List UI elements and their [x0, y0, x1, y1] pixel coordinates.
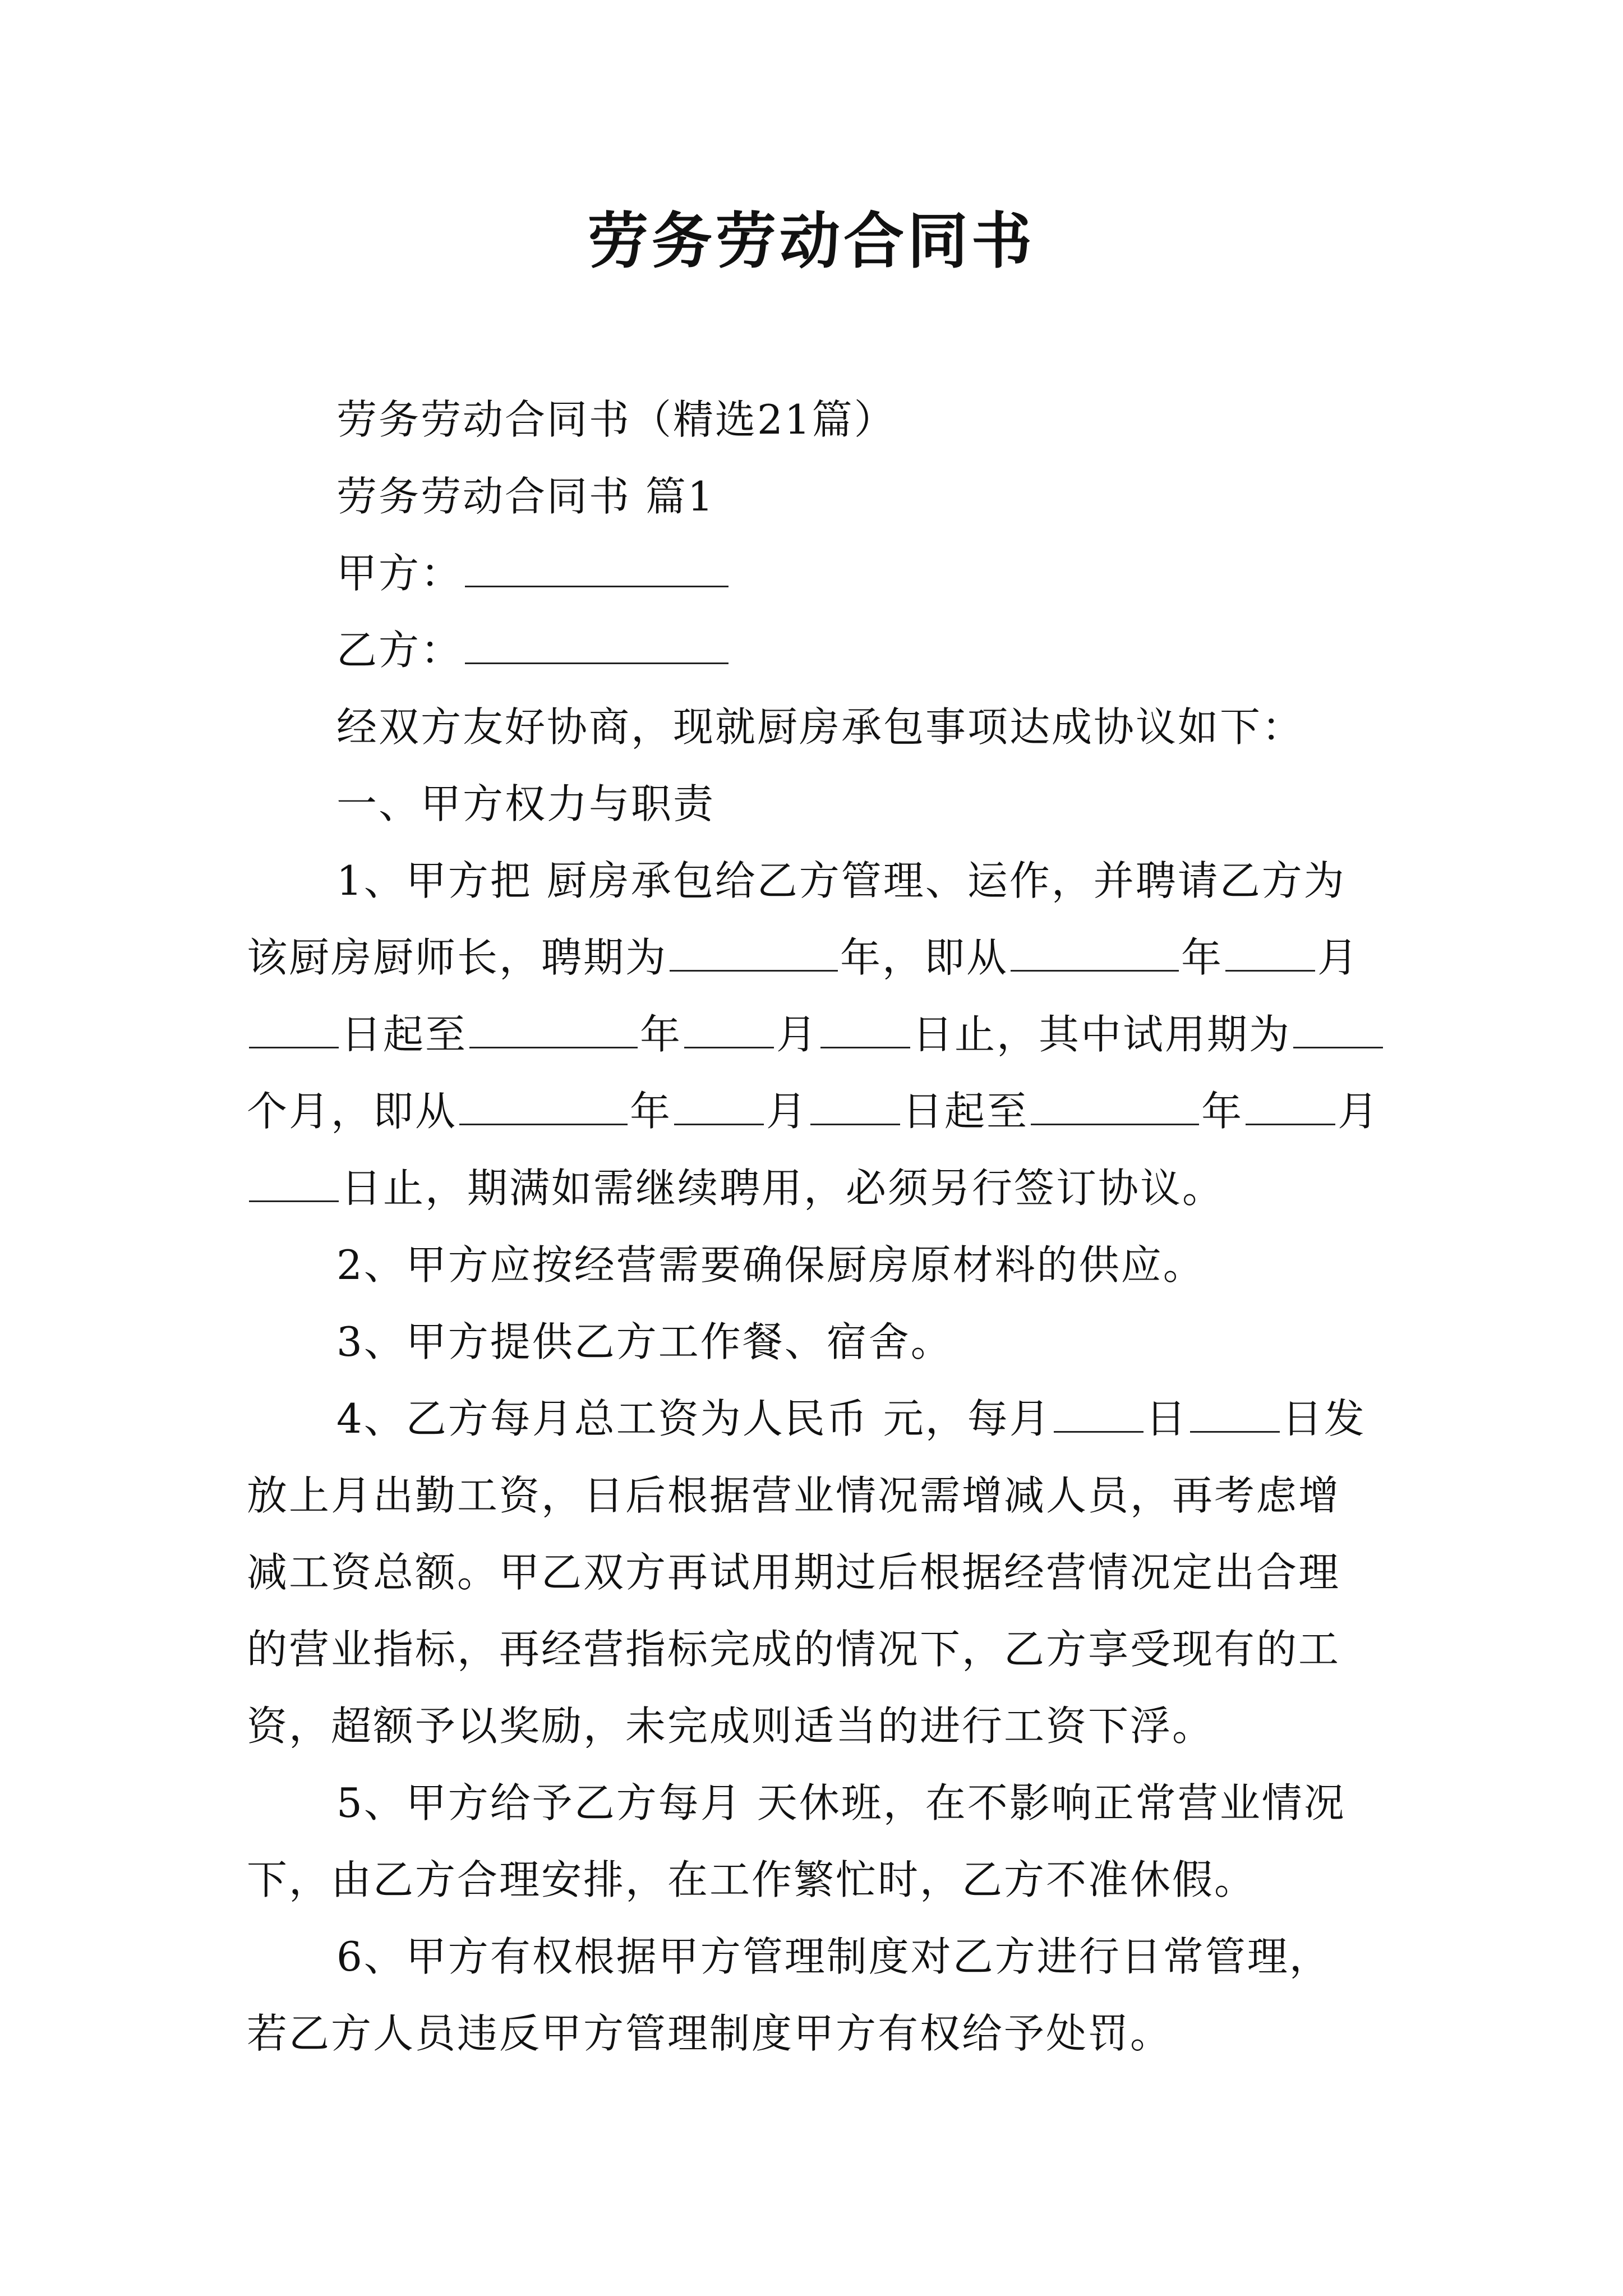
blank-field — [1190, 1392, 1280, 1433]
blank-field — [820, 1007, 910, 1048]
party-b-line — [247, 612, 1385, 689]
document-subtitle: 劳务劳动合同书（精选21篇） — [336, 396, 896, 443]
clause-4-line-3: 减工资总额。甲乙双方再试用期过后根据经营情况定出合理 — [247, 1549, 1341, 1596]
text-segment: 日止，期满如需继续聘用，必须另行签订协议。 — [341, 1165, 1225, 1212]
party-b-blank — [465, 623, 728, 664]
clause-1-line-3 — [247, 996, 1385, 1073]
text-segment: 月 — [766, 1088, 809, 1135]
blank-field — [670, 931, 838, 972]
clause-1-line-1: 1、甲方把 厨房承包给乙方管理、运作，并聘请乙方为 — [336, 857, 1346, 904]
blank-field — [469, 1007, 638, 1048]
clause-6-line-1: 6、甲方有权根据甲方管理制度对乙方进行日常管理， — [336, 1933, 1331, 1980]
text-segment: 日 — [1145, 1395, 1188, 1442]
clause-4-line-2: 放上月出勤工资，日后根据营业情况需增减人员，再考虑增 — [247, 1472, 1341, 1519]
clause-1-line-4 — [247, 1073, 1385, 1150]
clause-5-line-1: 5、甲方给予乙方每月 天休班，在不影响正常营业情况 — [336, 1779, 1346, 1826]
text-segment: 4、乙方每月总工资为人民币 元，每月 — [336, 1395, 1052, 1442]
document-title: 劳务劳动合同书 — [587, 206, 1035, 277]
clause-1-line-5 — [247, 1150, 1385, 1227]
text-segment: 月 — [1338, 1088, 1380, 1135]
text-segment: 日发 — [1281, 1395, 1366, 1442]
blank-field — [1225, 931, 1315, 972]
blank-field — [1054, 1392, 1144, 1433]
blank-field — [674, 1084, 764, 1125]
text-segment: 年，即从 — [840, 934, 1009, 981]
blank-field — [459, 1084, 628, 1125]
blank-field — [1246, 1084, 1335, 1125]
text-segment: 月 — [1317, 934, 1360, 981]
text-segment: 年 — [630, 1088, 672, 1135]
party-b-label: 乙方： — [336, 627, 463, 674]
blank-field — [684, 1007, 774, 1048]
text-segment: 日起至 — [341, 1011, 468, 1058]
clause-2: 2、甲方应按经营需要确保厨房原材料的供应。 — [336, 1241, 1205, 1289]
blank-field — [1031, 1084, 1199, 1125]
party-a-line — [247, 535, 1385, 612]
clause-4-line-4: 的营业指标，再经营指标完成的情况下，乙方享受现有的工 — [247, 1626, 1341, 1673]
clause-5-line-2: 下，由乙方合理安排，在工作繁忙时，乙方不准休假。 — [247, 1856, 1257, 1903]
text-segment: 月 — [776, 1011, 819, 1058]
text-segment: 该厨房厨师长，聘期为 — [247, 934, 668, 981]
text-segment: 个月，即从 — [247, 1088, 458, 1135]
text-segment: 年 — [1201, 1088, 1244, 1135]
party-a-blank — [465, 546, 728, 587]
text-segment: 年 — [640, 1011, 683, 1058]
text-segment: 年 — [1181, 934, 1224, 981]
text-segment: 日止，其中试用期为 — [912, 1011, 1292, 1058]
clause-4-line-5: 资，超额予以奖励，未完成则适当的进行工资下浮。 — [247, 1703, 1215, 1750]
document-body — [247, 381, 1385, 2072]
clause-6-line-2: 若乙方人员违反甲方管理制度甲方有权给予处罚。 — [247, 2010, 1173, 2057]
heading-party-a-duties: 一、甲方权力与职责 — [336, 780, 716, 827]
clause-1-line-2 — [247, 919, 1385, 996]
intro-text: 经双方友好协商，现就厨房承包事项达成协议如下： — [336, 703, 1304, 751]
blank-field — [249, 1161, 339, 1202]
blank-field — [1011, 931, 1179, 972]
blank-field — [1293, 1007, 1383, 1048]
text-segment: 日起至 — [902, 1088, 1029, 1135]
blank-field — [810, 1084, 900, 1125]
party-a-label: 甲方： — [336, 550, 463, 597]
section-title: 劳务劳动合同书 篇1 — [336, 473, 715, 520]
clause-4-line-1 — [247, 1381, 1385, 1457]
blank-field — [249, 1007, 339, 1048]
clause-3: 3、甲方提供乙方工作餐、宿舍。 — [336, 1318, 953, 1365]
